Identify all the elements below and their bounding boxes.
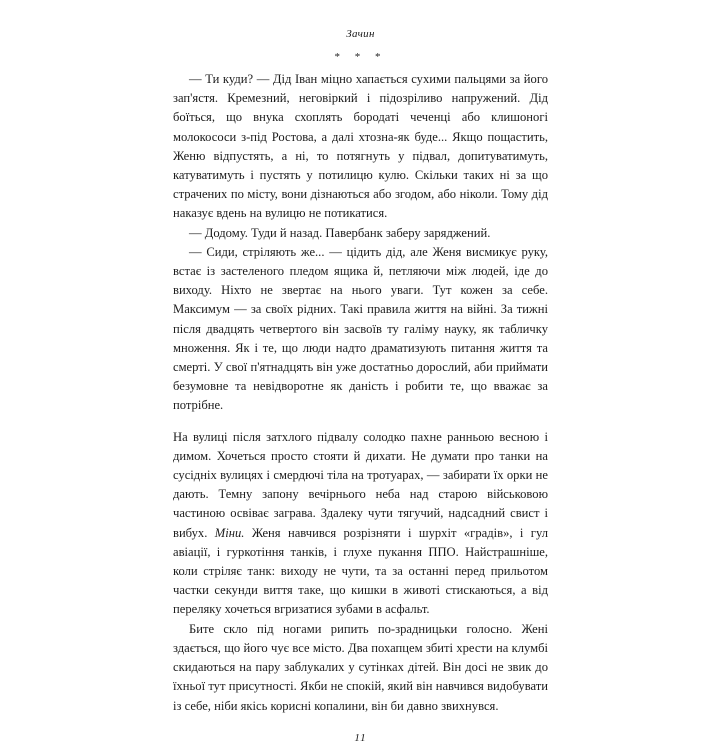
section-break: * * * (334, 51, 387, 63)
paragraph: — Додому. Туди й назад. Павербанк заберу заряджений. (189, 225, 491, 240)
paragraph (173, 428, 548, 620)
book-page (173, 26, 548, 744)
running-head: Зачин (346, 28, 375, 40)
paragraph: Бите скло під ногами рипить по-зрадницьки голосно. Жені здається, що його чує все місто. Два похапцем збиті хрести на клумбі скидаються на пару заблукалих у сутінках дітей. Він досі не звик до їхньої тут присутності. Якби не спокій, який він навчився видобувати із себе, ніби якісь корисні копалини, він би давно звихнувся. (173, 621, 548, 713)
page-number: 11 (354, 731, 367, 744)
paragraph: — Сиди, стріляють же... — цідить дід, але Женя висмикує руку, встає із застеленого пледом ящика й, петляючи між людей, іде до виходу. Ніхто не звертає на нього уваги. Тут кожен за себе. Максимум — за своїх рідних. Такі правила життя на війні. За тижні після двадцять четвертого він засвоїв ту галіму науку, як табличку множення. Як і те, що люди надто драматизують питання життя та смерті. У свої п'ятнадцять він уже достатньо дорослий, аби приймати безумовне та невідворотне як даність і робити те, що вважає за потрібне. (173, 244, 548, 413)
paragraph-text: Женя навчився розрізняти і шурхіт «градів», і гул авіації, і гуркотіння танків, і глухе пукання ППО. Найстрашніше, коли стріляє танк: виходу не чути, та за останні перед прильотом частки секунди виття таке, що кишки в животі стискаються, а від переляку хочеться вгризатися зубами в асфальт. (173, 525, 548, 617)
paragraph-text: На вулиці після затхлого підвалу солодко пахне ранньою весною і димом. Хочеться просто стояти й дихати. Не думати про танки на сусідніх вулицях і смердючі тіла на тротуарах, — забирати їх орки не дають. Темну запону вечірнього неба над старою військовою частиною освіває заграва. Здалеку чути тягучий, надсадний свист і вибух. (173, 429, 548, 540)
italic-word: Міни. (214, 525, 245, 540)
paragraph-gap (173, 416, 548, 428)
paragraph: — Ти куди? — Дід Іван міцно хапається сухими пальцями за його зап'ястя. Кремезний, неговіркий і підозріливо напружений. Дід боїться, що внука схоплять бородаті чеченці або клишоногі молокососи з-під Ростова, а далі хтозна-як буде... Якщо пощастить, Женю відпустять, а ні, то потягнуть у підвал, допитуватимуть, катуватимуть і пустять у потилицю кулю. Скільки таких ні за що страчених по місту, вони дізнаються або згодом, або ніколи. Тому дід наказує вдень на вулицю не потикатися. (173, 72, 548, 221)
